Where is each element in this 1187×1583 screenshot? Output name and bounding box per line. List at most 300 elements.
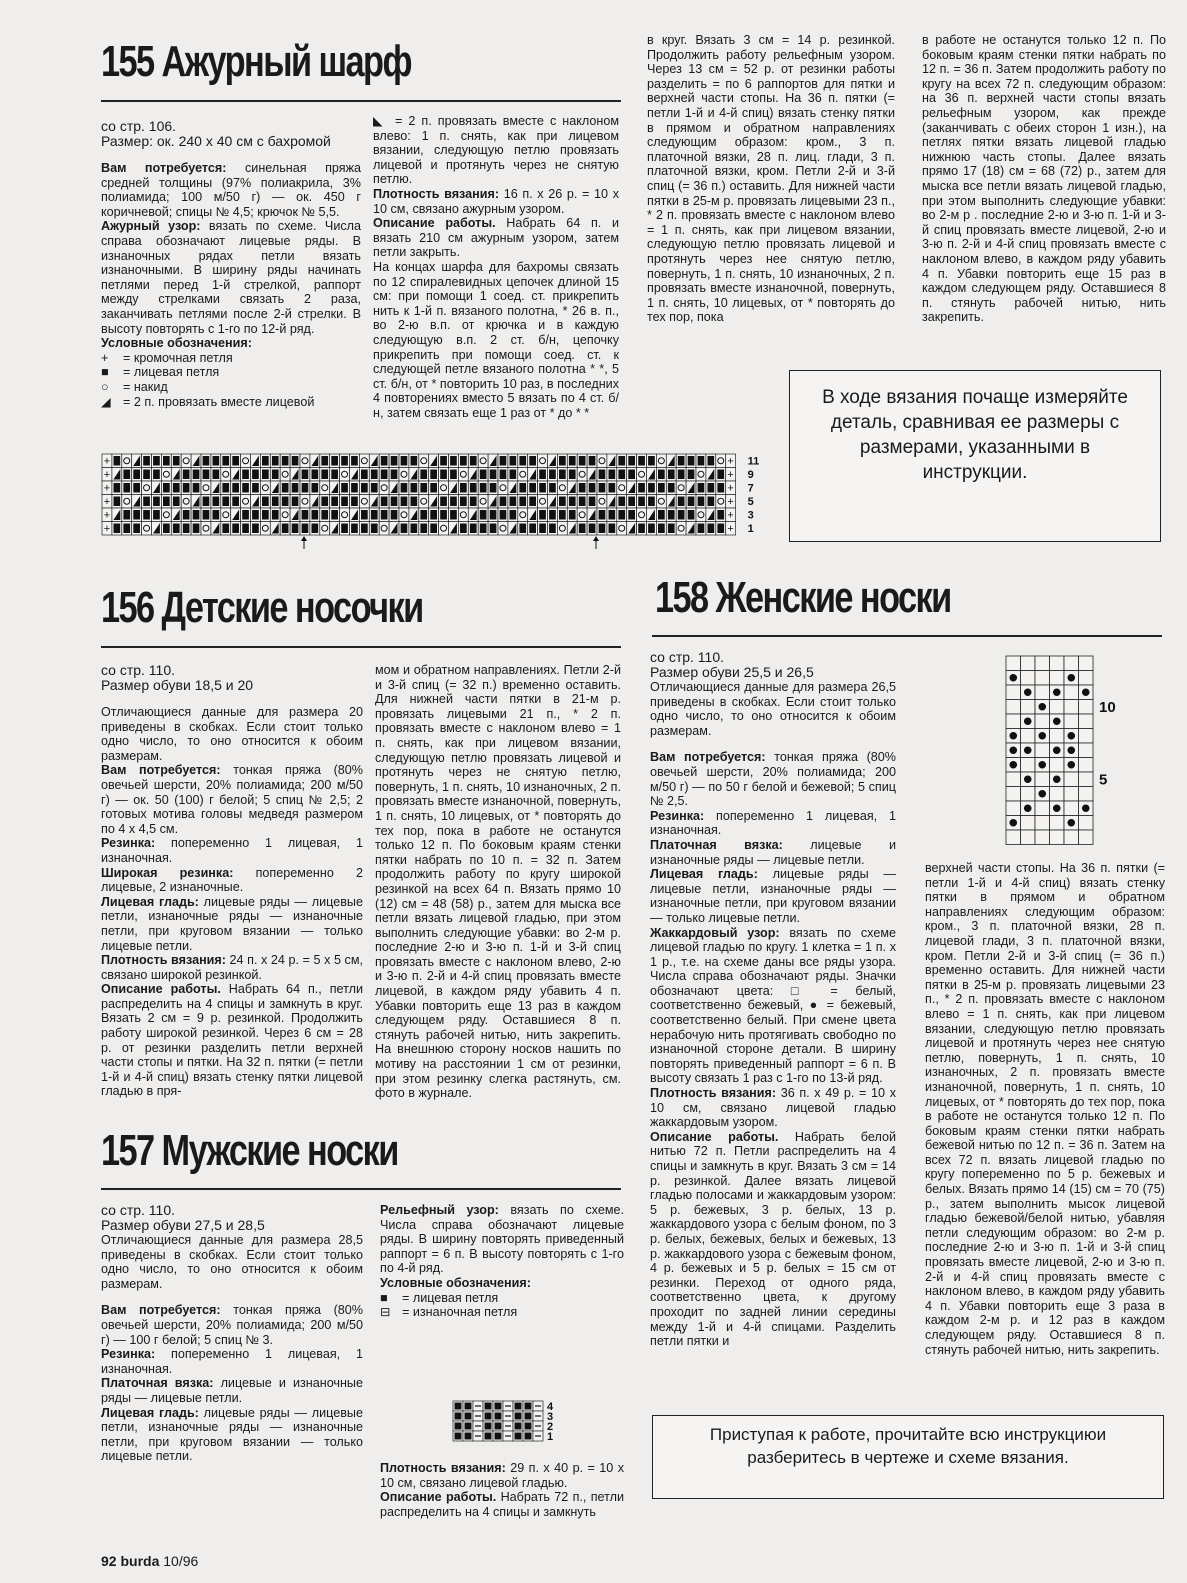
tip-box-measure: [789, 370, 1161, 542]
knit-stitch: [193, 470, 200, 480]
knit-stitch: [708, 483, 715, 493]
knit-stitch: [430, 483, 437, 493]
chart-cell: [1006, 787, 1021, 802]
contrast-stitch: [1009, 674, 1017, 682]
chart-cell: [1064, 700, 1079, 715]
knit-stitch: [371, 524, 378, 534]
row-number: 3: [547, 1411, 554, 1423]
legend-item: ■ = лицевая петля: [380, 1290, 499, 1305]
chart-cell: [1021, 729, 1036, 744]
section-156-col2: мом и обратном направлениях. Петли 2-й и 3-й спиц (= 32 п.) временно оставить. Для нижней части пятки в 21-м р. провязать лицевыми 21 п., * 2 п. провязать вместе с наклоном влево = 1 п. снять, как при лицевом вязании, следующую петлю провязать лицевой и протянуть через не снятую петлю, повернуть, 1 п. снять, 10 изнаночных, 2 п. провязать вместе изнаночной, повернуть, 1 п. снять, 10 лицевых, от * повторять до тех пор, пока в работе не останутся только 12 п. По боковым краям стенки пятки набрать по 10 п. = 32 п. Затем продолжить работу по кругу широкой резинкой на всех 64 п. Вязать прямо 10 (12) см = 48 (58) р., затем для мыска все петли вязать лицевой гладью, при этом выполнить следующие убавки: во 2-м р. последние 2-ю и 3-ю п. 1-й и 3-й спиц провязать вместе с наклоном влево, 2-ю и 3-ю п. 2-й и 4-й спиц провязать вместе лицевой, в каждом ряду убавить 4 п. Убавки повторить еще 13 раз в каждом следующем ряду. Оставшиеся 8 п. стянуть рабочей нитью, нить закрепить. На внешнюю сторону носков нашить по мотиву на расстоянии 1 см от резинки, при этом резинку слегка растянуть, см. фото в журнале.: [375, 663, 621, 1101]
chart-cell: [1079, 787, 1094, 802]
knit-stitch: [589, 456, 596, 466]
knit-stitch: [519, 483, 526, 493]
knit-stitch: [579, 497, 586, 507]
knit-stitch: [638, 483, 645, 493]
source-page: со стр. 110.: [650, 649, 725, 665]
knit-stitch: [292, 497, 299, 507]
section-157-col2b: [380, 1461, 624, 1519]
chart-cell: [1064, 656, 1079, 671]
legend-list: [101, 351, 361, 409]
issue-number: 10/96: [163, 1553, 199, 1569]
knit-stitch: [203, 497, 210, 507]
knit-stitch: [262, 497, 269, 507]
contrast-stitch: [1024, 746, 1032, 754]
chart-cell: [1079, 758, 1094, 773]
knit-stitch: [500, 497, 507, 507]
size-info: Размер: ок. 240 х 40 см с бахромой: [101, 133, 331, 149]
knit-stitch: [515, 1413, 522, 1420]
knit-stitch: [648, 483, 655, 493]
repeat-arrow-head: [593, 536, 599, 541]
jacquard-chart: [1005, 655, 1135, 855]
knit-stitch: [252, 483, 259, 493]
knit-stitch: [495, 1403, 502, 1410]
chart-cell: [1064, 787, 1079, 802]
chart-cell: [1079, 671, 1094, 686]
chart-cell: [1079, 772, 1094, 787]
knit-stitch: [525, 1413, 532, 1420]
chart-cell: [1050, 700, 1065, 715]
knit-stitch: [341, 456, 348, 466]
knit-stitch: [525, 1433, 532, 1440]
section-156-col1: [101, 663, 363, 1099]
knit-stitch: [272, 510, 279, 520]
chart-cell: [1064, 685, 1079, 700]
legend-decrease-left: ◣ = 2 п. провязать вместе с наклоном влево: 1 п. снять, как при лицевом вязании, следующую петлю провязать лицевой и протянуть через не снятую петлю.: [373, 114, 619, 187]
edge-stitch: +: [727, 509, 734, 522]
knit-stitch: [133, 470, 140, 480]
edge-stitch: +: [727, 482, 734, 495]
knit-stitch: [371, 483, 378, 493]
chart-cell: [1079, 816, 1094, 831]
gauge: Плотность вязания: 29 п. х 40 р. = 10 х 10 см, связано лицевой гладью.: [380, 1461, 624, 1490]
edge-stitch: +: [727, 469, 734, 481]
row-number: 4: [547, 1401, 554, 1413]
knit-stitch: [658, 524, 665, 534]
knit-stitch: [688, 510, 695, 520]
knit-stitch: [391, 497, 398, 507]
legend-item: ■ = лицевая петля: [101, 365, 220, 380]
knit-stitch: [272, 497, 279, 507]
contrast-stitch: [1009, 761, 1017, 769]
tip-text: В ходе вязания почаще измеряйте деталь, сравнивая ее размеры с размерами, указанными в инструкции.: [822, 387, 1128, 483]
knit-stitch: [232, 483, 239, 493]
knit-stitch: [193, 483, 200, 493]
knit-stitch: [183, 483, 190, 493]
stockinette: Лицевая гладь: лицевые ряды — лицевые петли, изнаночные ряды — изнаночные петли, при круговом вязании — только лицевые петли.: [101, 894, 363, 953]
knit-stitch: [213, 497, 220, 507]
knit-stitch: [411, 456, 418, 466]
knit-stitch: [153, 497, 160, 507]
knit-stitch: [430, 470, 437, 480]
knit-stitch: [222, 497, 229, 507]
knit-stitch: [312, 524, 319, 534]
knit-stitch: [331, 510, 338, 520]
chart-cell: [1035, 743, 1050, 758]
knit-stitch: [500, 470, 507, 480]
chart-cell: [1021, 758, 1036, 773]
knit-stitch: [272, 456, 279, 466]
chart-cell: [1006, 830, 1021, 845]
knit-stitch: [539, 470, 546, 480]
knit-stitch: [420, 524, 427, 534]
knit-stitch: [485, 1413, 492, 1420]
knit-stitch: [648, 456, 655, 466]
knit-stitch: [708, 524, 715, 534]
knit-stitch: [242, 524, 249, 534]
knit-stitch: [460, 524, 467, 534]
knit-stitch: [460, 456, 467, 466]
chart-cell: [1021, 700, 1036, 715]
knit-stitch: [688, 497, 695, 507]
contrast-stitch: [1009, 746, 1017, 754]
continuation-col4: в работе не останутся только 12 п. По боковым краям стенки пятки набрать по 12 п. = 36 п. Затем продолжить работу по кругу на всех 72 п. следующим образом: на 36 п. верхней части стопы вязать рельефным узором, как прежде (заканчивать с обеих сторон 1 изн.), на петлях пятки вязать лицевой гладью нижнюю часть стопы. Далее вязать прямо 17 (18) см = 68 (72) р., затем для мыска все петли вязать лицевой гладью, при этом выполнить следующие убавки: во 2-м р . последние 2-ю и 3-ю п. 1-й и 3-й спиц провязать вместе лицевой, 2-ю и 3-ю п. 2-й и 4-й спиц провязать вместе с наклоном влево, в каждом ряду убавить 4 п. Убавки повторить еще 15 раз в каждом следующем ряду. Оставшиеся 8 п. стянуть рабочей нитью, нить закрепить.: [922, 33, 1166, 325]
knit-stitch: [618, 497, 625, 507]
jacquard-pattern: Жаккардовый узор: вязать по схеме лицевой гладью по кругу. 1 клетка = 1 п. х 1 р., т.е. на схеме даны все ряды узора. Числа справа обозначают ряды. Значки обозначают цвета: □ = белый, соответственно бежевый, ● = бежевый, соответственно белый. При смене цвета нерабочую нить протягивать свободно по изнаночной стороне детали. В ширину повторять приведенный раппорт = 6 п. В высоту связать 1 раз с 1-го по 13-й ряд.: [650, 925, 896, 1086]
knit-stitch: [361, 483, 368, 493]
contrast-stitch: [1053, 775, 1061, 783]
garter: Платочная вязка: лицевые и изнаночные ряды — лицевые петли.: [650, 837, 896, 867]
knit-stitch: [252, 470, 259, 480]
knit-stitch: [510, 470, 517, 480]
knit-stitch: [519, 497, 526, 507]
contrast-stitch: [1082, 804, 1090, 812]
knit-stitch: [609, 483, 616, 493]
chart-cell: [1050, 729, 1065, 744]
chart-cell: [1079, 729, 1094, 744]
knit-stitch: [143, 510, 150, 520]
pattern-desc: Ажурный узор: вязать по схеме. Числа справа обозначают лицевые ряды. В изнаночных рядах петли вязать изнаночными. В ширину ряды начинать петлями перед 1-й стрелкой, раппорт между стрелками связать 2 раза, заканчивать петлями после 2-й стрелки. В высоту повторять с 1-го по 12-й ряд.: [101, 219, 361, 336]
knit-stitch: [668, 524, 675, 534]
row-number: 1: [747, 523, 754, 535]
source-page: со стр. 106.: [101, 118, 177, 134]
knit-stitch: [549, 483, 556, 493]
edge-stitch: +: [103, 482, 111, 495]
relief-chart-grid: [453, 1401, 543, 1441]
section-155-col1: [101, 119, 361, 409]
knit-stitch: [628, 510, 635, 520]
knit-stitch: [648, 524, 655, 534]
size-info: Размер обуви 25,5 и 26,5: [650, 664, 814, 680]
chart-cell: [1006, 656, 1021, 671]
knit-stitch: [153, 470, 160, 480]
knit-stitch: [569, 456, 576, 466]
title-rule: [101, 646, 621, 648]
knit-stitch: [312, 510, 319, 520]
gauge: Плотность вязания: 24 п. х 24 р. = 5 х 5 см, связано широкой резинкой.: [101, 953, 363, 982]
knit-stitch: [282, 456, 289, 466]
knit-stitch: [321, 497, 328, 507]
knit-stitch: [480, 510, 487, 520]
contrast-stitch: [1009, 819, 1017, 827]
chart-cell: [1079, 743, 1094, 758]
knit-stitch: [500, 456, 507, 466]
knit-stitch: [252, 524, 259, 534]
repeat-arrow-head: [301, 536, 307, 541]
knit-stitch: [465, 1433, 472, 1440]
chart-cell: [1064, 830, 1079, 845]
chart-cell: [1035, 714, 1050, 729]
knit-stitch: [133, 524, 140, 534]
page-number: 92: [101, 1553, 117, 1569]
edge-stitch: +: [727, 523, 734, 535]
knit-stitch: [525, 1423, 532, 1430]
knit-stitch: [599, 483, 606, 493]
chart-cell: [1021, 787, 1036, 802]
knit-stitch: [618, 510, 625, 520]
knit-stitch: [262, 510, 269, 520]
contrast-stitch: [1024, 804, 1032, 812]
size-note: Отличающиеся данные для размера 28,5 приведены в скобках. Если стоит только одно число, то оно относится к обоим размерам.: [101, 1233, 363, 1291]
knit-stitch: [698, 456, 705, 466]
knit-stitch: [717, 483, 724, 493]
chart-cell: [1064, 714, 1079, 729]
knit-stitch: [420, 510, 427, 520]
knit-stitch: [465, 1423, 472, 1430]
knit-stitch: [549, 524, 556, 534]
knit-stitch: [688, 470, 695, 480]
section-157-col2: [380, 1203, 624, 1320]
knit-stitch: [698, 483, 705, 493]
ribbing: Резинка: попеременно 1 лицевая, 1 изнаночная.: [101, 1347, 363, 1376]
stockinette: Лицевая гладь: лицевые ряды — лицевые петли, изнаночные ряды — изнаночные петли, при круговом вязании — только лицевые петли.: [101, 1405, 363, 1464]
instructions: Описание работы. Набрать 64 п., петли распределить на 4 спицы и замкнуть в круг. Вязать 2 см = 9 р. резинкой. Продолжить работу широкой резинкой. Через 6 см = 28 р. от резинки разделить петли верхней части стопы и пятки. На 32 п. пятки (= петли 1-й и 4-й спиц) вязать стенку пятки лицевой гладью в пря-: [101, 982, 363, 1099]
knit-stitch: [559, 497, 566, 507]
chart-cell: [1035, 830, 1050, 845]
edge-stitch: +: [103, 509, 111, 522]
knit-stitch: [232, 456, 239, 466]
knit-stitch: [450, 470, 457, 480]
knit-stitch: [331, 456, 338, 466]
knit-stitch: [331, 470, 338, 480]
contrast-stitch: [1024, 775, 1032, 783]
knit-stitch: [401, 456, 408, 466]
contrast-stitch: [1053, 746, 1061, 754]
knit-stitch: [490, 524, 497, 534]
contrast-stitch: [1009, 732, 1017, 740]
chart-cell: [1050, 816, 1065, 831]
knit-stitch: [668, 510, 675, 520]
edge-stitch: +: [103, 455, 111, 468]
materials: Вам потребуется: синельная пряжа средней толщины (97% полиакрила, 3% полиамида; 100 м/50 г) — ок. 450 г коричневой; спицы № 4,5; крючок № 5,5.: [101, 161, 361, 219]
knit-stitch: [222, 456, 229, 466]
chart-cell: [1035, 685, 1050, 700]
knit-stitch: [312, 470, 319, 480]
row-number: 3: [747, 509, 754, 522]
knit-stitch: [460, 497, 467, 507]
knit-stitch: [455, 1433, 462, 1440]
knit-stitch: [440, 497, 447, 507]
knit-stitch: [495, 1413, 502, 1420]
knit-stitch: [302, 483, 309, 493]
knit-stitch: [500, 510, 507, 520]
knit-stitch: [519, 524, 526, 534]
jacquard-chart-row-numbers: [1099, 699, 1116, 789]
knit-stitch: [143, 470, 150, 480]
knit-stitch: [203, 510, 210, 520]
knit-stitch: [515, 1403, 522, 1410]
knit-stitch: [495, 1423, 502, 1430]
knit-stitch: [361, 470, 368, 480]
knit-stitch: [510, 497, 517, 507]
section-157-col1: [101, 1203, 363, 1464]
knit-stitch: [549, 510, 556, 520]
knit-stitch: [485, 1433, 492, 1440]
knit-stitch: [391, 510, 398, 520]
chart-cell: [1050, 830, 1065, 845]
knit-stitch: [203, 470, 210, 480]
lace-chart-grid: [102, 454, 736, 535]
row-number: 1: [547, 1431, 554, 1443]
contrast-stitch: [1053, 717, 1061, 725]
knit-stitch: [465, 1413, 472, 1420]
knit-stitch: [213, 470, 220, 480]
chart-cell: [1021, 816, 1036, 831]
knit-stitch: [569, 510, 576, 520]
relief-chart-row-numbers: [547, 1401, 554, 1443]
knit-stitch: [143, 456, 150, 466]
source-page: со стр. 110.: [101, 1202, 176, 1218]
fringe-instructions: На концах шарфа для бахромы связать по 12 спиралевидных цепочек длиной 15 см: при помощи 1 соед. ст. прикрепить нить к 1-й п. вязаного полотна, * 26 в. п., во 2-ю в.п. от крючка и в каждую следующую в.п. 2 ст. б/н, цепочку прикрепить при помощи соед. ст. к следующей петле вязаного полотна * *, 5 ст. б/н, от * повторить 10 раз, в последних 4 повторениях вместо 5 вязать по 4 ст. б/н, затем связать еще 1 раз от * до * *: [373, 259, 619, 420]
knit-stitch: [222, 524, 229, 534]
materials: Вам потребуется: тонкая пряжа (80% овечьей шерсти, 20% полиамида; 200 м/50 г) — по 50 г белой и бежевой; 5 спиц № 2,5.: [650, 750, 896, 809]
size-info: Размер обуви 18,5 и 20: [101, 677, 254, 693]
knit-stitch: [321, 510, 328, 520]
knit-stitch: [539, 510, 546, 520]
instructions: Описание работы. Набрать 72 п., петли распределить на 4 спицы и замкнуть: [380, 1490, 625, 1519]
knit-stitch: [114, 483, 121, 493]
knit-stitch: [302, 524, 309, 534]
knit-stitch: [401, 497, 408, 507]
knit-stitch: [515, 1433, 522, 1440]
knit-stitch: [490, 510, 497, 520]
knit-stitch: [708, 456, 715, 466]
knit-stitch: [609, 470, 616, 480]
knit-stitch: [495, 1433, 502, 1440]
knit-stitch: [193, 524, 200, 534]
knit-stitch: [381, 510, 388, 520]
knit-stitch: [708, 497, 715, 507]
chart-cell: [1006, 801, 1021, 816]
knit-stitch: [717, 470, 724, 480]
knit-stitch: [381, 456, 388, 466]
contrast-stitch: [1024, 717, 1032, 725]
ribbing: Резинка: попеременно 1 лицевая, 1 изнаночная.: [101, 836, 363, 865]
knit-stitch: [470, 456, 477, 466]
knit-stitch: [420, 470, 427, 480]
garter: Платочная вязка: лицевые и изнаночные ряды — лицевые петли.: [101, 1376, 363, 1405]
title-rule: [652, 635, 1162, 637]
knit-stitch: [529, 524, 536, 534]
knit-stitch: [242, 483, 249, 493]
knit-stitch: [658, 483, 665, 493]
knit-stitch: [114, 497, 121, 507]
knit-stitch: [465, 1403, 472, 1410]
knit-stitch: [485, 1423, 492, 1430]
knit-stitch: [232, 524, 239, 534]
knit-stitch: [559, 456, 566, 466]
row-number: 5: [747, 496, 754, 508]
contrast-stitch: [1038, 703, 1046, 711]
size-info: Размер обуви 27,5 и 28,5: [101, 1217, 265, 1233]
knit-stitch: [351, 483, 358, 493]
instructions: Описание работы. Набрать белой нитью 72 п. Петли распределить на 4 спицы и замкнуть в круг. Вязать 3 см = 14 р. резинкой. Далее вязать лицевой гладью полосами и жаккардовым узором: 5 р. бежевых, 3 р. белых, 13 р. жаккардового узора с белым фоном, по 3 р. белых, бежевых, белых и бежевых, 13 р. жаккардового узора с бежевым фоном, 4 р. бежевых и 5 р. белых = 15 см от резинки. Переход от одного ряда, соответственно цвета, к другому проходит по задней линии середины между 1-й и 4-й спицами. Разделить петли пятки и: [650, 1129, 896, 1349]
legend-item: ◢ = 2 п. провязать вместе лицевой: [101, 394, 315, 409]
knit-stitch: [455, 1403, 462, 1410]
chart-cell: [1006, 714, 1021, 729]
lace-chart-row-numbers: [748, 456, 760, 536]
knit-stitch: [589, 524, 596, 534]
chart-cell: [1079, 714, 1094, 729]
knit-stitch: [628, 497, 635, 507]
chart-cell: [1050, 787, 1065, 802]
knit-stitch: [599, 470, 606, 480]
knit-stitch: [480, 524, 487, 534]
knit-stitch: [292, 483, 299, 493]
knit-stitch: [123, 483, 130, 493]
chart-cell: [1035, 656, 1050, 671]
legend-heading: Условные обозначения:: [380, 1275, 531, 1290]
contrast-stitch: [1024, 688, 1032, 696]
chart-cell: [1006, 685, 1021, 700]
chart-cell: [1035, 816, 1050, 831]
knit-stitch: [163, 483, 170, 493]
knit-stitch: [351, 497, 358, 507]
gauge: Плотность вязания: 36 п. х 49 р. = 10 х 10 см, связано лицевой гладью жаккардовым узором.: [650, 1086, 896, 1130]
magazine-brand: burda: [120, 1553, 160, 1569]
knit-stitch: [282, 497, 289, 507]
row-number: 9: [747, 469, 754, 481]
knit-stitch: [302, 470, 309, 480]
contrast-stitch: [1038, 732, 1046, 740]
knit-stitch: [638, 456, 645, 466]
knit-stitch: [252, 510, 259, 520]
knit-stitch: [123, 510, 130, 520]
knit-stitch: [455, 1423, 462, 1430]
chart-cell: [1079, 700, 1094, 715]
knit-stitch: [341, 524, 348, 534]
knit-stitch: [163, 456, 170, 466]
knit-stitch: [401, 524, 408, 534]
chart-cell: [1006, 772, 1021, 787]
knit-stitch: [163, 497, 170, 507]
legend-item: + = кромочная петля: [101, 350, 233, 365]
knit-stitch: [133, 510, 140, 520]
knit-stitch: [430, 524, 437, 534]
knit-stitch: [618, 470, 625, 480]
knit-stitch: [485, 1403, 492, 1410]
chart-cell: [1021, 830, 1036, 845]
section-158-title: 158 Женские носки: [655, 573, 951, 622]
knit-stitch: [213, 510, 220, 520]
knit-stitch: [381, 497, 388, 507]
legend-item: ○ = накид: [101, 379, 168, 394]
chart-cell: [1050, 656, 1065, 671]
knit-stitch: [321, 470, 328, 480]
knit-stitch: [163, 524, 170, 534]
size-note: Отличающиеся данные для размера 20 приведены в скобках. Если стоит только одно число, то оно относится к обоим размерам.: [101, 705, 363, 763]
page-footer: [101, 1553, 198, 1569]
chart-cell: [1021, 671, 1036, 686]
knit-stitch: [242, 510, 249, 520]
chart-cell: [1064, 772, 1079, 787]
knit-stitch: [678, 510, 685, 520]
source-page: со стр. 110.: [101, 662, 176, 678]
knit-stitch: [331, 497, 338, 507]
edge-stitch: +: [727, 455, 734, 468]
knit-stitch: [450, 497, 457, 507]
